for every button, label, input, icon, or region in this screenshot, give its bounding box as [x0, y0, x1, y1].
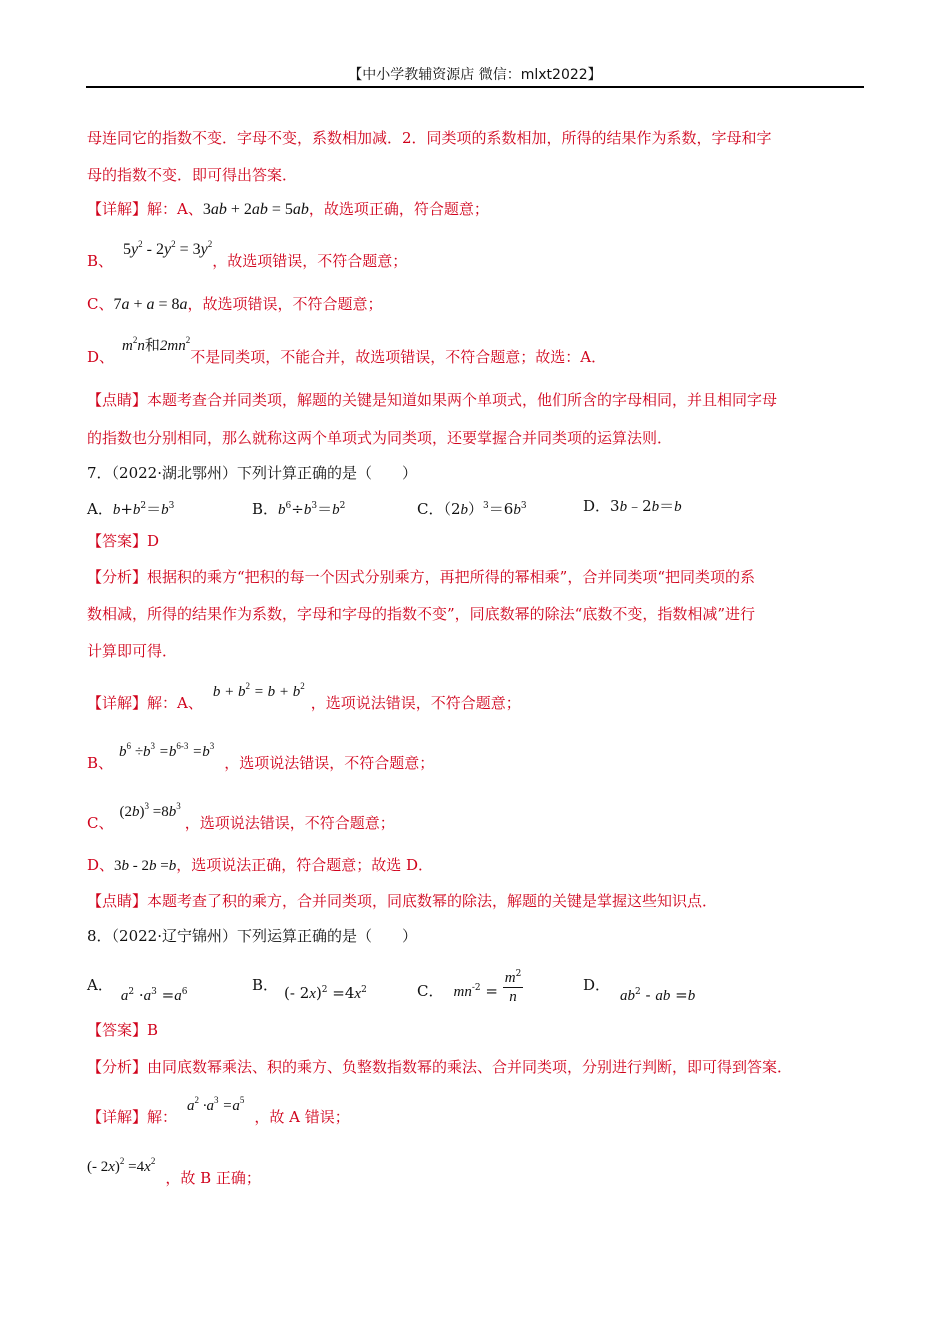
q7-analysis-2: 数相减，所得的结果作为系数，字母和字母的指数不变”，同底数幂的除法“底数不变，指数相减”进行 [87, 605, 756, 623]
q8-option-c: C． $mn^{-2}$ = $\frac{m^2}{n}$ [417, 972, 523, 1012]
q7-remark: 【点睛】本题考查了积的乘方，合并同类项，同底数幂的除法，解题的关键是掌握这些知识点． [87, 892, 718, 910]
q7-analysis-1: 【分析】根据积的乘方“把积的每一个因式分别乘方，再把所得的幂相乘”，合并同类项“把同类项的系 [87, 568, 756, 586]
q8-option-a: A．$a^2 \cdot a^3 =a^6$ [87, 976, 188, 1004]
detail-line-c: C、7a + a = 8a，故选项错误，不符合题意； [87, 295, 383, 313]
analysis-line-2: 母的指数不变．即可得出答案． [87, 166, 298, 184]
remark-line-1: 【点睛】本题考查合并同类项，解题的关键是知道如果两个单项式，他们所含的字母相同，并且相同字母 [87, 391, 778, 409]
q7-detail-c: C、$(2b)^3 =8b^3$，选项说法错误，不符合题意； [87, 801, 395, 832]
q7-analysis-3: 计算即可得． [87, 642, 178, 660]
detail-line-a: 【详解】解：A、3ab + 2ab = 5ab，故选项正确，符合题意； [87, 200, 489, 218]
header-rule [86, 86, 864, 88]
q7-detail-a: 【详解】解：A、$b + b^2 = b + b^2$，选项说法错误，不符合题意； [87, 681, 521, 712]
question-7-stem: 7．（2022·湖北鄂州）下列计算正确的是（ ） [87, 464, 417, 482]
q7-option-d: D．3b﹣2b＝b [583, 497, 682, 515]
remark-line-2: 的指数也分别相同，那么就称这两个单项式为同类项，还要掌握合并同类项的运算法则． [87, 429, 673, 447]
analysis-line-1: 母连同它的指数不变．字母不变，系数相加减．2．同类项的系数相加，所得的结果作为系数，字母和字 [87, 129, 772, 147]
q8-detail-b: (- $2x)^2 =4x^2$，故 B 正确； [87, 1156, 261, 1187]
q8-answer: 【答案】B [87, 1021, 159, 1039]
q7-option-a: A．$b+b^2=b^3$ [87, 500, 175, 518]
detail-line-b: B、$5y^2 - 2y^2 = 3y^2$，故选项错误，不符合题意； [87, 239, 408, 270]
page-header: 【中小学教辅资源店 微信：mlxt2022】 [348, 67, 602, 83]
q7-detail-d: D、3b - 2b =b，选项说法正确，符合题意；故选 D． [87, 856, 434, 874]
question-8-stem: 8．（2022·辽宁锦州）下列运算正确的是（ ） [87, 927, 417, 945]
q8-analysis: 【分析】由同底数幂乘法、积的乘方、负整数指数幂的乘法、合并同类项，分别进行判断，即可得到答案． [87, 1058, 793, 1076]
q8-option-b: B． (- $2x)^2 =4x^2$ [252, 976, 367, 1002]
q8-option-d: D．$ab^2$ - ab =b [583, 976, 696, 1004]
q7-detail-b: B、$b^6 \div b^3 =b^{6-3} =b^3$，选项说法错误，不符合题意； [87, 741, 435, 772]
q7-option-c: C．$(2b)^3=6b^3$ [417, 500, 527, 518]
q7-answer: 【答案】D [87, 532, 160, 550]
detail-line-d: D、$m^2n$和$2mn^2$不是同类项，不能合并，故选项错误，不符合题意；故选：A． [87, 335, 607, 366]
q8-detail-a: 【详解】解：$a^2 \cdot a^3 =a^5$，故 A 错误； [87, 1095, 350, 1126]
q7-option-b: B．$b^6\div b^3=b^2$ [252, 500, 346, 518]
